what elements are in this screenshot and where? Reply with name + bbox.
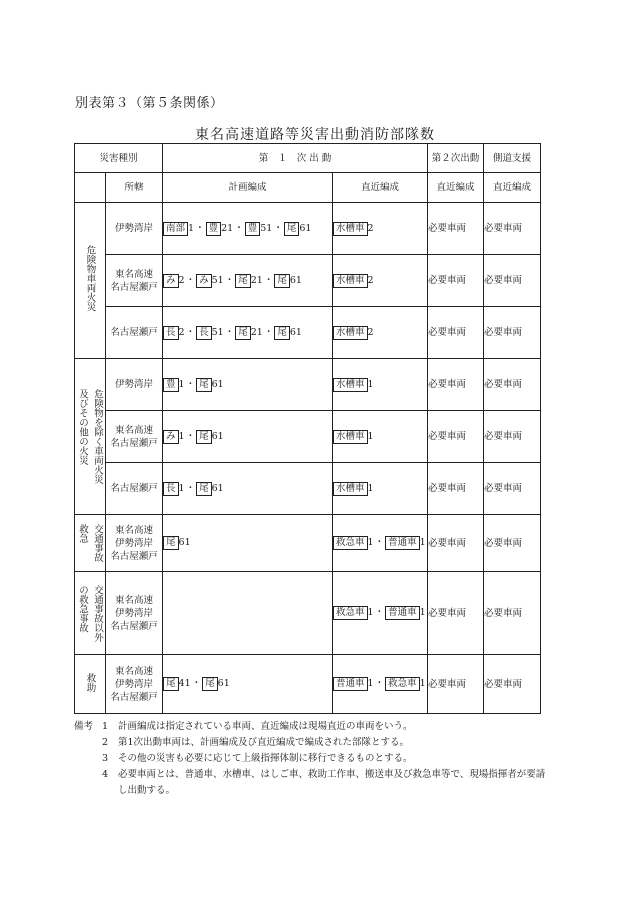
unit-box: 水槽車 xyxy=(333,222,368,236)
unit-count: 1 xyxy=(419,537,426,548)
header-side-support: 側道支援 xyxy=(484,144,541,173)
group-label: 交通事故以外 xyxy=(92,584,103,642)
jurisdiction-cell xyxy=(106,411,163,463)
unit-count: 61 xyxy=(211,430,224,442)
unit-count: 1 xyxy=(419,607,426,618)
jurisdiction-cell xyxy=(106,359,163,411)
group-label-sub: 救急 xyxy=(77,524,88,543)
separator: ・ xyxy=(224,326,235,338)
jurisdiction-line: 名古屋瀬戸 xyxy=(110,327,158,338)
unit-count: 2 xyxy=(367,326,374,338)
group-label-sub: 及びその他の火災 xyxy=(77,389,88,465)
unit-box: 救急車 xyxy=(333,606,368,620)
nearest-cell xyxy=(333,359,428,411)
unit-box: 豊 xyxy=(245,222,261,236)
side-cell: 必要車両 xyxy=(484,359,541,411)
unit-box: 尾 xyxy=(274,326,290,340)
separator: ・ xyxy=(224,274,235,286)
jurisdiction-line: 名古屋瀬戸 xyxy=(110,691,158,703)
unit-box: 普通車 xyxy=(385,606,420,620)
unit-box: 尾 xyxy=(274,274,290,288)
header-nearest: 直近編成 xyxy=(333,173,428,203)
unit-count: 61 xyxy=(299,222,312,234)
unit-count: 2 xyxy=(178,274,185,286)
plan-cell xyxy=(163,203,333,255)
plan-cell xyxy=(163,359,333,411)
unit-count: 61 xyxy=(178,537,191,548)
separator: ・ xyxy=(374,537,385,548)
group-label: 救助 xyxy=(84,672,96,692)
second-cell: 必要車両 xyxy=(428,515,484,572)
unit-count: 1 xyxy=(367,537,374,548)
unit-box: 尾 xyxy=(284,222,300,236)
group-label-sub: の救急事故 xyxy=(77,584,88,632)
note-number: 4 xyxy=(102,769,109,780)
unit-box: 普通車 xyxy=(385,536,420,550)
unit-count: 1 xyxy=(178,378,185,390)
plan-cell xyxy=(163,463,333,515)
unit-box: 尾 xyxy=(235,326,251,340)
unit-box: 尾 xyxy=(196,378,212,392)
side-cell: 必要車両 xyxy=(484,655,541,714)
group-label: 危険物車両火災 xyxy=(84,245,96,312)
second-cell: 必要車両 xyxy=(428,411,484,463)
separator: ・ xyxy=(185,326,196,338)
unit-count: 1 xyxy=(178,430,185,442)
unit-count: 51 xyxy=(260,222,273,234)
unit-box: 普通車 xyxy=(333,677,368,691)
unit-box: み xyxy=(163,274,179,288)
plan-cell xyxy=(163,255,333,307)
unit-box: 尾 xyxy=(235,274,251,288)
separator: ・ xyxy=(185,378,196,390)
note-text: その他の災害も必要に応じて上級指揮体制に移行できるものとする。 xyxy=(118,753,413,764)
jurisdiction-cell xyxy=(106,655,163,714)
jurisdiction-cell xyxy=(106,203,163,255)
nearest-cell xyxy=(333,655,428,714)
header-nearest-2: 直近編成 xyxy=(428,173,484,203)
jurisdiction-line: 東名高速 xyxy=(115,268,154,280)
plan-cell xyxy=(163,572,333,655)
unit-count: 2 xyxy=(178,326,185,338)
jurisdiction-cell xyxy=(106,307,163,359)
nearest-cell xyxy=(333,515,428,572)
unit-box: 水槽車 xyxy=(333,274,368,288)
unit-box: 救急車 xyxy=(385,677,420,691)
unit-count: 1 xyxy=(367,678,374,689)
unit-count: 61 xyxy=(217,678,230,689)
unit-count: 41 xyxy=(178,678,191,689)
unit-box: 尾 xyxy=(196,482,212,496)
jurisdiction-line: 伊勢湾岸 xyxy=(115,678,154,690)
second-cell: 必要車両 xyxy=(428,359,484,411)
note-text: 第1次出動車両は、計画編成及び直近編成で編成された部隊とする。 xyxy=(118,737,410,748)
group-label: 危険物を除く車両火災 xyxy=(92,389,103,484)
nearest-cell xyxy=(333,307,428,359)
separator: ・ xyxy=(185,482,196,494)
note-text: 必要車両とは、普通車、水槽車、はしご車、救助工作車、搬送車及び救急車等で、現場指揮者が要請し出動する。 xyxy=(118,769,546,796)
jurisdiction-line: 東名高速 xyxy=(115,665,154,677)
header-plan: 計画編成 xyxy=(163,173,333,203)
table-row xyxy=(75,307,541,359)
jurisdiction-line: 東名高速 xyxy=(115,594,154,606)
separator: ・ xyxy=(263,274,274,286)
separator: ・ xyxy=(185,430,196,442)
note-number: 2 xyxy=(102,737,109,748)
jurisdiction-line: 東名高速 xyxy=(115,424,154,436)
jurisdiction-line: 東名高速 xyxy=(115,524,154,536)
jurisdiction-line: 名古屋瀬戸 xyxy=(110,281,158,293)
nearest-cell xyxy=(333,203,428,255)
nearest-cell xyxy=(333,463,428,515)
unit-box: み xyxy=(196,274,212,288)
side-cell: 必要車両 xyxy=(484,203,541,255)
header-second-dispatch: 第２次出動 xyxy=(428,144,484,173)
unit-count: 61 xyxy=(211,378,224,390)
note-number: 3 xyxy=(102,753,109,764)
unit-count: 61 xyxy=(289,326,302,338)
separator: ・ xyxy=(191,678,202,689)
notes-label: 備考 xyxy=(74,721,94,732)
second-cell: 必要車両 xyxy=(428,572,484,655)
separator: ・ xyxy=(185,274,196,286)
header-disaster-type: 災害種別 xyxy=(75,144,163,173)
unit-box: 豊 xyxy=(206,222,222,236)
second-cell: 必要車両 xyxy=(428,255,484,307)
unit-box: 長 xyxy=(163,482,179,496)
unit-box: 水槽車 xyxy=(333,482,368,496)
separator: ・ xyxy=(273,222,283,234)
header-first-dispatch: 第 １ 次 出 動 xyxy=(163,144,428,173)
unit-box: 尾 xyxy=(163,536,179,550)
table-row xyxy=(75,411,541,463)
jurisdiction-cell xyxy=(106,463,163,515)
unit-box: 南部 xyxy=(163,222,188,236)
unit-count: 61 xyxy=(289,274,302,286)
unit-count: 21 xyxy=(250,274,263,286)
separator: ・ xyxy=(374,678,385,689)
notes xyxy=(74,719,552,799)
unit-box: 尾 xyxy=(196,430,212,444)
group-other-vehicle-fire xyxy=(75,359,106,515)
unit-count: 61 xyxy=(211,482,224,494)
side-cell: 必要車両 xyxy=(484,411,541,463)
header-nearest-3: 直近編成 xyxy=(484,173,541,203)
group-non-traffic xyxy=(75,572,106,655)
table-row xyxy=(75,572,541,655)
jurisdiction-line: 伊勢湾岸 xyxy=(115,379,154,390)
table-row xyxy=(75,515,541,572)
unit-box: 水槽車 xyxy=(333,430,368,444)
unit-box: 長 xyxy=(163,326,179,340)
header-jurisdiction: 所轄 xyxy=(106,173,163,203)
unit-box: 水槽車 xyxy=(333,326,368,340)
second-cell: 必要車両 xyxy=(428,463,484,515)
jurisdiction-line: 伊勢湾岸 xyxy=(115,607,154,619)
plan-cell xyxy=(163,307,333,359)
side-cell: 必要車両 xyxy=(484,255,541,307)
side-cell: 必要車両 xyxy=(484,515,541,572)
jurisdiction-line: 伊勢湾岸 xyxy=(115,537,154,549)
side-cell: 必要車両 xyxy=(484,463,541,515)
unit-count: 1 xyxy=(367,430,374,442)
second-cell: 必要車両 xyxy=(428,203,484,255)
table-row xyxy=(75,359,541,411)
unit-count: 51 xyxy=(211,326,224,338)
jurisdiction-line: 名古屋瀬戸 xyxy=(110,437,158,449)
plan-cell xyxy=(163,655,333,714)
unit-count: 1 xyxy=(367,378,374,390)
unit-box: み xyxy=(163,430,179,444)
unit-box: 豊 xyxy=(163,378,179,392)
jurisdiction-line: 名古屋瀬戸 xyxy=(110,620,158,632)
jurisdiction-line: 伊勢湾岸 xyxy=(115,223,154,234)
group-hazmat-fire xyxy=(75,203,106,359)
unit-count: 2 xyxy=(367,222,374,234)
unit-count: 21 xyxy=(250,326,263,338)
jurisdiction-cell xyxy=(106,515,163,572)
unit-count: 1 xyxy=(419,678,426,689)
nearest-cell xyxy=(333,572,428,655)
unit-count: 51 xyxy=(211,274,224,286)
unit-box: 尾 xyxy=(202,677,218,691)
group-traffic-accident xyxy=(75,515,106,572)
second-cell: 必要車両 xyxy=(428,307,484,359)
jurisdiction-line: 名古屋瀬戸 xyxy=(110,550,158,562)
jurisdiction-line: 名古屋瀬戸 xyxy=(110,483,158,494)
nearest-cell xyxy=(333,411,428,463)
appendix-heading: 別表第３（第５条関係） xyxy=(75,96,224,111)
note-number: 1 xyxy=(102,721,109,732)
unit-box: 水槽車 xyxy=(333,378,368,392)
unit-count: 1 xyxy=(188,222,195,234)
unit-count: 2 xyxy=(367,274,374,286)
unit-box: 尾 xyxy=(163,677,179,691)
unit-count: 1 xyxy=(367,607,374,618)
group-rescue xyxy=(75,655,106,714)
separator: ・ xyxy=(195,222,205,234)
separator: ・ xyxy=(263,326,274,338)
unit-count: 21 xyxy=(221,222,234,234)
unit-box: 長 xyxy=(196,326,212,340)
unit-box: 救急車 xyxy=(333,536,368,550)
nearest-cell xyxy=(333,255,428,307)
table-row xyxy=(75,463,541,515)
table-row xyxy=(75,655,541,714)
note-text: 計画編成は指定されている車両、直近編成は現場直近の車両をいう。 xyxy=(118,721,413,732)
plan-cell xyxy=(163,515,333,572)
separator: ・ xyxy=(234,222,244,234)
table-title: 東名高速道路等災害出動消防部隊数 xyxy=(195,127,435,143)
dispatch-table xyxy=(74,143,541,714)
side-cell: 必要車両 xyxy=(484,572,541,655)
unit-count: 1 xyxy=(367,482,374,494)
table-row xyxy=(75,255,541,307)
table-row xyxy=(75,203,541,255)
header-blank xyxy=(75,173,106,203)
side-cell: 必要車両 xyxy=(484,307,541,359)
jurisdiction-cell xyxy=(106,572,163,655)
jurisdiction-cell xyxy=(106,255,163,307)
group-label: 交通事故 xyxy=(92,524,103,562)
second-cell: 必要車両 xyxy=(428,655,484,714)
plan-cell xyxy=(163,411,333,463)
separator: ・ xyxy=(374,607,385,618)
unit-count: 1 xyxy=(178,482,185,494)
